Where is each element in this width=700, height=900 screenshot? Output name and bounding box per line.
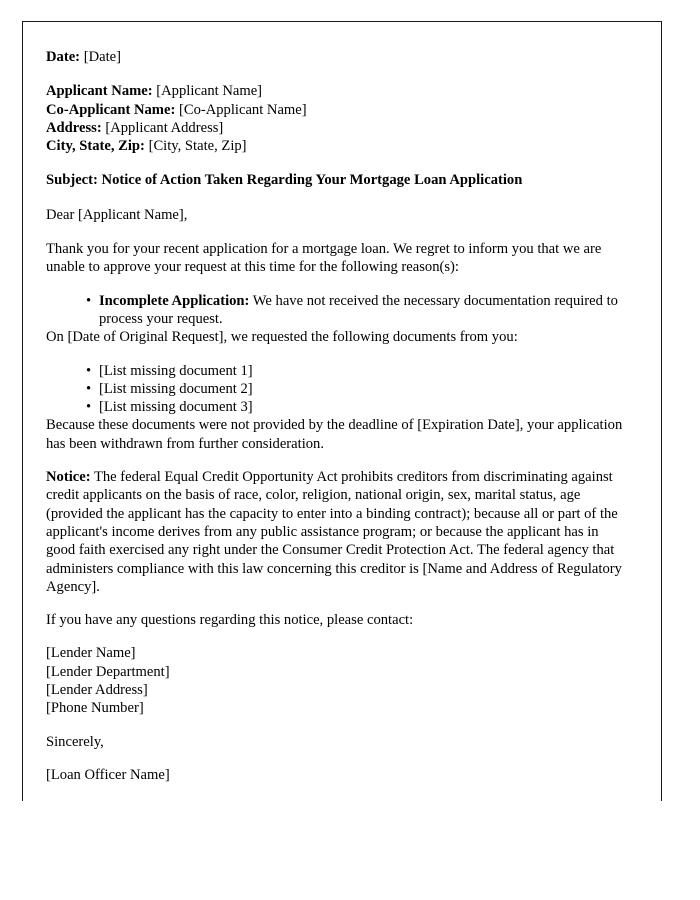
city-state-zip-label: City, State, Zip:: [46, 138, 145, 155]
lender-name: [Lender Name]: [46, 645, 136, 662]
recipient-address-block: [46, 82, 628, 155]
applicant-name-value: [Applicant Name]: [156, 83, 263, 100]
document-body: [46, 48, 628, 784]
intro-paragraph: Thank you for your recent application for a mortgage loan. We regret to inform you that we are unable to approve your request at this time for the following reason(s):: [46, 241, 602, 276]
request-paragraph: On [Date of Original Request], we requested the following documents from you:: [46, 329, 518, 346]
city-state-zip-value: [City, State, Zip]: [148, 138, 247, 155]
subject-line: Subject: Notice of Action Taken Regarding Your Mortgage Loan Application: [46, 172, 523, 189]
withdrawal-paragraph: Because these documents were not provided by the deadline of [Expiration Date], your application has been withdrawn from further consideration.: [46, 417, 623, 452]
list-item: • [List missing document 2]: [86, 380, 628, 398]
lender-contact-block: [46, 644, 628, 717]
co-applicant-name-line: [46, 101, 628, 119]
lender-phone: [Phone Number]: [46, 700, 144, 717]
city-state-zip-line: [46, 137, 628, 155]
closing: Sincerely,: [46, 733, 104, 750]
signature-name: [Loan Officer Name]: [46, 766, 170, 783]
list-item: [86, 292, 628, 329]
reasons-list: [46, 292, 628, 329]
date-label: Date:: [46, 49, 81, 65]
reason-label: Incomplete Application:: [99, 292, 250, 309]
co-applicant-name-value: [Co-Applicant Name]: [178, 101, 307, 118]
address-label: Address:: [46, 119, 102, 136]
address-value: [Applicant Address]: [105, 119, 224, 136]
co-applicant-name-label: Co-Applicant Name:: [46, 101, 176, 118]
list-item: • [List missing document 1]: [86, 362, 628, 380]
applicant-name-line: [46, 82, 628, 100]
missing-documents-list: [46, 362, 628, 417]
notice-text: The federal Equal Credit Opportunity Act prohibits creditors from discriminating against credit applicants on the basis of race, color, religion, national origin, sex, marital status, age (provided the applicant has the capacity to enter into a binding contract); because all or part of the applicant's income derives from any public assistance program; or because the applicant has in good faith exercised any right under the Consumer Credit Protection Act. The federal agency that administers compliance with this law concerning this creditor is [Name and Address of Regulatory Agency].: [46, 469, 622, 595]
notice-label: Notice:: [46, 469, 91, 486]
contact-paragraph: If you have any questions regarding this notice, please contact:: [46, 612, 414, 629]
lender-address: [Lender Address]: [46, 682, 148, 699]
document-page: [22, 21, 662, 801]
date-value: [Date]: [83, 49, 121, 65]
notice-paragraph: [46, 468, 628, 596]
date-line: [46, 48, 628, 66]
address-line: [46, 119, 628, 137]
applicant-name-label: Applicant Name:: [46, 83, 153, 100]
reason-text: We have not received the necessary documentation required to process your request.: [99, 292, 618, 327]
list-item: • [List missing document 3]: [86, 398, 628, 416]
lender-department: [Lender Department]: [46, 663, 170, 680]
salutation: Dear [Applicant Name],: [46, 206, 188, 223]
